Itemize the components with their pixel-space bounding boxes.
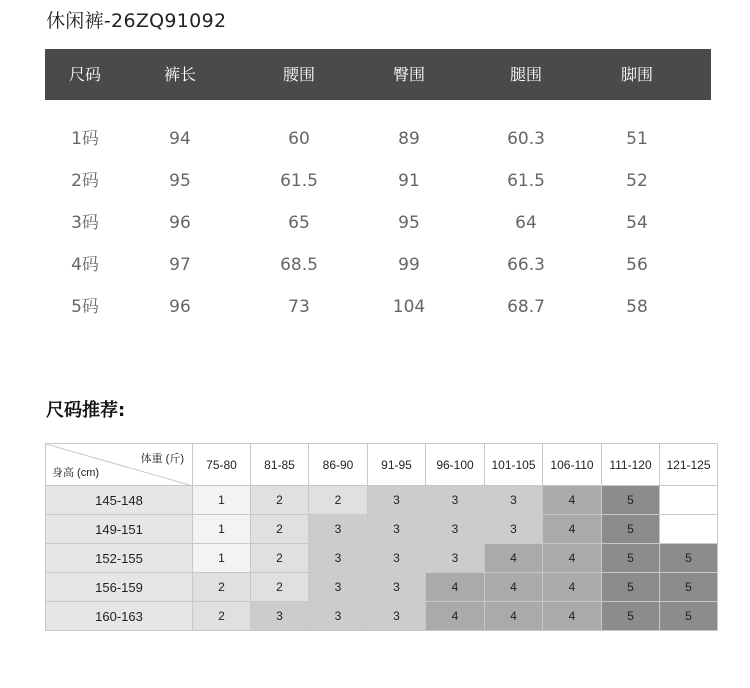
recommended-size-cell: 5 [602,602,660,631]
size-chart-cell: 66.3 [507,255,545,275]
recommended-size-cell: 2 [251,515,309,544]
weight-range-header: 106-110 [543,444,602,486]
recommended-size-cell [660,486,718,515]
size-chart-cell: 89 [398,129,420,149]
recommended-size-cell: 3 [368,573,426,602]
recommended-size-cell: 3 [368,515,426,544]
recommendation-row [46,544,718,573]
recommended-size-cell: 3 [368,486,426,515]
size-chart-body [45,118,711,328]
height-range-cell: 145-148 [46,486,193,515]
recommended-size-cell: 5 [602,486,660,515]
recommended-size-cell: 5 [602,573,660,602]
size-chart-row [45,118,711,160]
size-chart-cell: 54 [626,213,648,233]
recommended-size-cell: 5 [602,515,660,544]
size-chart-cell: 73 [288,297,310,317]
recommended-size-cell [660,515,718,544]
recommended-size-cell: 2 [251,486,309,515]
recommended-size-cell: 3 [485,515,543,544]
recommended-size-cell: 2 [193,602,251,631]
recommended-size-cell: 3 [485,486,543,515]
recommended-size-cell: 3 [309,544,368,573]
recommended-size-cell: 5 [660,573,718,602]
recommended-size-cell: 1 [193,515,251,544]
size-chart-cell: 65 [288,213,310,233]
size-chart-cell: 95 [169,171,191,191]
recommended-size-cell: 3 [368,544,426,573]
recommended-size-cell: 3 [309,602,368,631]
size-chart-cell: 5码 [71,297,99,317]
size-chart-cell: 4码 [71,255,99,275]
height-range-cell: 160-163 [46,602,193,631]
size-chart-cell: 60.3 [507,129,545,149]
recommendation-row [46,602,718,631]
weight-axis-label: 体重 (斤) [140,453,184,465]
recommended-size-cell: 4 [485,602,543,631]
size-chart-cell: 64 [515,213,537,233]
recommended-size-cell: 4 [543,602,602,631]
size-chart-cell: 61.5 [507,171,545,191]
recommendation-row [46,486,718,515]
size-chart-col-header: 臀围 [392,65,426,84]
height-range-cell: 156-159 [46,573,193,602]
weight-range-header: 96-100 [426,444,485,486]
size-chart-cell: 99 [398,255,420,275]
recommended-size-cell: 3 [426,544,485,573]
size-chart-cell: 56 [626,255,648,275]
size-chart-cell: 52 [626,171,648,191]
weight-range-header: 75-80 [193,444,251,486]
size-chart-col-header: 腿围 [509,65,543,84]
height-range-cell: 152-155 [46,544,193,573]
size-chart-cell: 68.5 [280,255,318,275]
size-chart-cell: 58 [626,297,648,317]
size-chart-col-header: 腰围 [282,65,316,84]
recommended-size-cell: 4 [426,602,485,631]
recommended-size-cell: 4 [426,573,485,602]
size-chart-cell: 95 [398,213,420,233]
size-chart-row [45,286,711,328]
recommendation-header-row [46,444,718,486]
recommended-size-cell: 2 [251,573,309,602]
size-chart-cell: 94 [169,129,191,149]
weight-range-header: 81-85 [251,444,309,486]
height-range-cell: 149-151 [46,515,193,544]
size-chart-col-header: 尺码 [68,65,102,84]
weight-range-header: 111-120 [602,444,660,486]
size-chart-cell: 60 [288,129,310,149]
weight-range-header: 91-95 [368,444,426,486]
recommendation-row [46,573,718,602]
recommended-size-cell: 4 [485,544,543,573]
product-title: 休闲裤-26ZQ91092 [46,10,227,32]
size-chart-row [45,244,711,286]
recommended-size-cell: 5 [602,544,660,573]
size-chart-cell: 51 [626,129,648,149]
size-chart-cell: 3码 [71,213,99,233]
size-recommendation-table [45,443,718,631]
recommended-size-cell: 5 [660,602,718,631]
size-chart-col-header: 裤长 [163,65,197,84]
recommended-size-cell: 3 [368,602,426,631]
recommended-size-cell: 2 [309,486,368,515]
size-chart-row [45,160,711,202]
recommended-size-cell: 3 [426,515,485,544]
recommended-size-cell: 2 [251,544,309,573]
recommended-size-cell: 4 [543,573,602,602]
size-chart-cell: 96 [169,213,191,233]
size-chart-cell: 91 [398,171,420,191]
weight-range-header: 121-125 [660,444,718,486]
recommended-size-cell: 4 [543,486,602,515]
recommended-size-cell: 2 [193,573,251,602]
recommended-size-cell: 3 [426,486,485,515]
size-chart-cell: 61.5 [280,171,318,191]
size-chart-header [45,49,711,100]
size-chart-col-header: 脚围 [620,65,654,84]
weight-range-header: 101-105 [485,444,543,486]
recommended-size-cell: 3 [309,573,368,602]
size-chart-cell: 68.7 [507,297,545,317]
size-chart-cell: 1码 [71,129,99,149]
size-chart-cell: 104 [392,297,426,317]
recommended-size-cell: 4 [543,544,602,573]
height-axis-label: 身高 (cm) [52,467,100,479]
recommended-size-cell: 4 [543,515,602,544]
recommended-size-cell: 5 [660,544,718,573]
recommended-size-cell: 4 [485,573,543,602]
recommended-size-cell: 1 [193,544,251,573]
size-chart-row [45,202,711,244]
recommendation-row [46,515,718,544]
size-chart-cell: 96 [169,297,191,317]
size-chart-cell: 2码 [71,171,99,191]
weight-range-header: 86-90 [309,444,368,486]
recommended-size-cell: 3 [251,602,309,631]
recommended-size-cell: 3 [309,515,368,544]
recommendation-title: 尺码推荐: [46,400,126,421]
table-corner-cell [46,444,193,486]
recommended-size-cell: 1 [193,486,251,515]
size-chart-cell: 97 [169,255,191,275]
